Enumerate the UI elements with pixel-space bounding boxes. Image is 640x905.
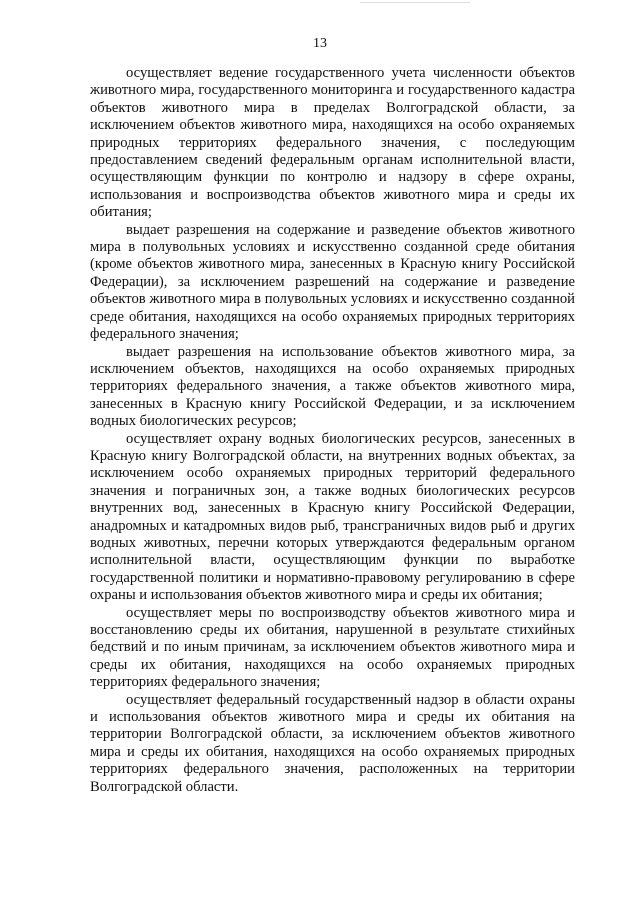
- paragraph: осуществляет охрану водных биологических ресурсов, занесенных в Красную книгу Волгоградской области, на внутренних водных объектах, за исключением особо охраняемых природных территорий федерального значения и пограничных зон, а также водных биологических ресурсов внутренних вод, занесенных в Красную книгу Российской Федерации, анадромных и катадромных видов рыб, трансграничных видов рыб и других водных животных, перечни которых утверждаются федеральным органом исполнительной власти, осуществляющим функции по выработке государственной политики и нормативно-правовому регулированию в сфере охраны и использования объектов животного мира и среды их обитания;: [90, 430, 575, 604]
- paragraph: выдает разрешения на использование объектов животного мира, за исключением объектов, находящихся на особо охраняемых природных территориях федерального значения, а также объектов животного мира, занесенных в Красную книгу Российской Федерации, и за исключением водных биологических ресурсов;: [90, 343, 575, 430]
- page-number: 13: [313, 36, 327, 51]
- paragraph: осуществляет федеральный государственный надзор в области охраны и использования объектов животного мира и среды их обитания на территории Волгоградской области, за исключением объектов животного мира и среды их обитания, находящихся на особо охраняемых природных территориях федерального значения, расположенных на территории Волгоградской области.: [90, 691, 575, 795]
- paragraph: осуществляет ведение государственного учета численности объектов животного мира, государственного мониторинга и государственного кадастра объектов животного мира в пределах Волгоградской области, за исключением объектов животного мира, находящихся на особо охраняемых природных территориях федерального значения, с последующим предоставлением сведений федеральным органам исполнительной власти, осуществляющим функции по контролю и надзору в сфере охраны, использования и воспроизводства объектов животного мира и среды их обитания;: [90, 65, 575, 221]
- scan-artifact: [360, 2, 470, 7]
- paragraph: осуществляет меры по воспроизводству объектов животного мира и восстановлению среды их обитания, нарушенной в результате стихийных бедствий и по иным причинам, за исключением объектов животного мира и среды их обитания, находящихся на особо охраняемых природных территориях федерального значения;: [90, 604, 575, 691]
- document-body: [90, 65, 575, 796]
- paragraph: выдает разрешения на содержание и разведение объектов животного мира в полувольных условиях и искусственно созданной среде обитания (кроме объектов животного мира, занесенных в Красную книгу Российской Федерации), за исключением разрешений на содержание и разведение объектов животного мира в полувольных условиях и искусственно созданной среде обитания, находящихся на особо охраняемых природных территориях федерального значения;: [90, 221, 575, 343]
